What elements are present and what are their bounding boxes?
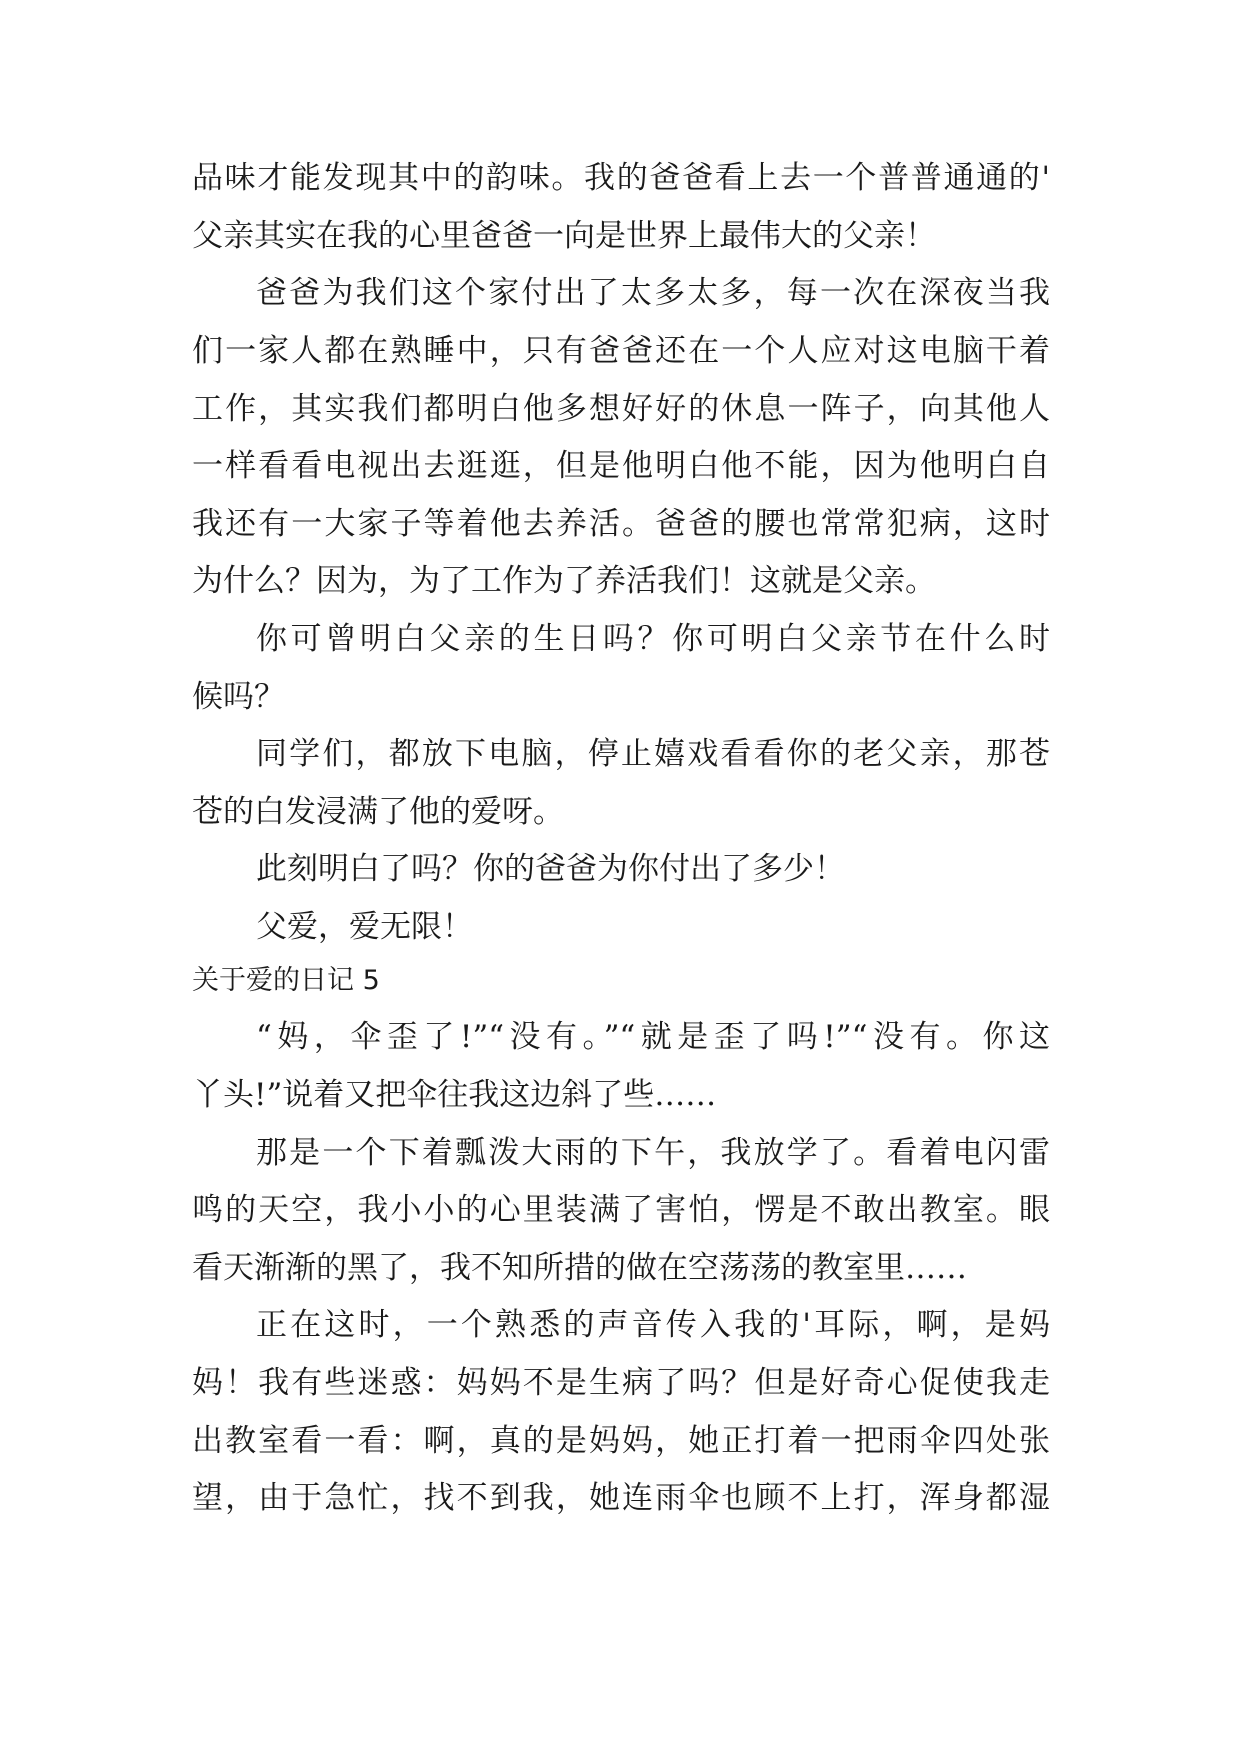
paragraph-start: 那是一个下着瓢泼大雨的下午，我放学了。看着电闪雷 bbox=[256, 1135, 1050, 1171]
paragraph-start: “妈，伞歪了!”“没有。”“就是歪了吗!”“没有。你这 bbox=[256, 1019, 1050, 1055]
text-line: 鸣的天空，我小小的心里装满了害怕，愣是不敢出教室。眼 bbox=[192, 1192, 1050, 1228]
text-line: 我还有一大家子等着他去养活。爸爸的腰也常常犯病，这时 bbox=[192, 506, 1050, 542]
text-line: 候吗？ bbox=[192, 679, 285, 715]
section-heading: 关于爱的日记 5 bbox=[192, 965, 380, 996]
text-line: 丫头!”说着又把伞往我这边斜了些…… bbox=[192, 1077, 717, 1113]
text-line: 出教室看一看：啊，真的是妈妈，她正打着一把雨伞四处张 bbox=[192, 1423, 1050, 1459]
paragraph-start: 正在这时，一个熟悉的声音传入我的'耳际，啊，是妈 bbox=[256, 1307, 1050, 1343]
text-line: 父亲其实在我的心里爸爸一向是世界上最伟大的父亲！ bbox=[192, 218, 936, 254]
text-line: 们一家人都在熟睡中，只有爸爸还在一个人应对这电脑干着 bbox=[192, 333, 1050, 369]
text-line: 为什么？因为，为了工作为了养活我们！这就是父亲。 bbox=[192, 563, 936, 599]
text-line: 工作，其实我们都明白他多想好好的休息一阵子，向其他人 bbox=[192, 391, 1050, 427]
paragraph-start: 父爱，爱无限！ bbox=[256, 909, 473, 945]
text-line: 苍的白发浸满了他的爱呀。 bbox=[192, 794, 564, 830]
text-line: 妈！我有些迷惑：妈妈不是生病了吗？但是好奇心促使我走 bbox=[192, 1365, 1050, 1401]
text-line: 一样看看电视出去逛逛，但是他明白他不能，因为他明白自 bbox=[192, 448, 1050, 484]
text-line: 望，由于急忙，找不到我，她连雨伞也顾不上打，浑身都湿 bbox=[192, 1480, 1050, 1516]
paragraph-start: 爸爸为我们这个家付出了太多太多，每一次在深夜当我 bbox=[256, 275, 1050, 311]
text-line: 看天渐渐的黑了，我不知所措的做在空荡荡的教室里…… bbox=[192, 1250, 967, 1286]
text-line: 品味才能发现其中的韵味。我的爸爸看上去一个普普通通的' bbox=[192, 160, 1050, 196]
paragraph-start: 此刻明白了吗？你的爸爸为你付出了多少！ bbox=[256, 851, 845, 887]
paragraph-start: 你可曾明白父亲的生日吗？你可明白父亲节在什么时 bbox=[256, 621, 1050, 657]
paragraph-start: 同学们，都放下电脑，停止嬉戏看看你的老父亲，那苍 bbox=[256, 736, 1050, 772]
